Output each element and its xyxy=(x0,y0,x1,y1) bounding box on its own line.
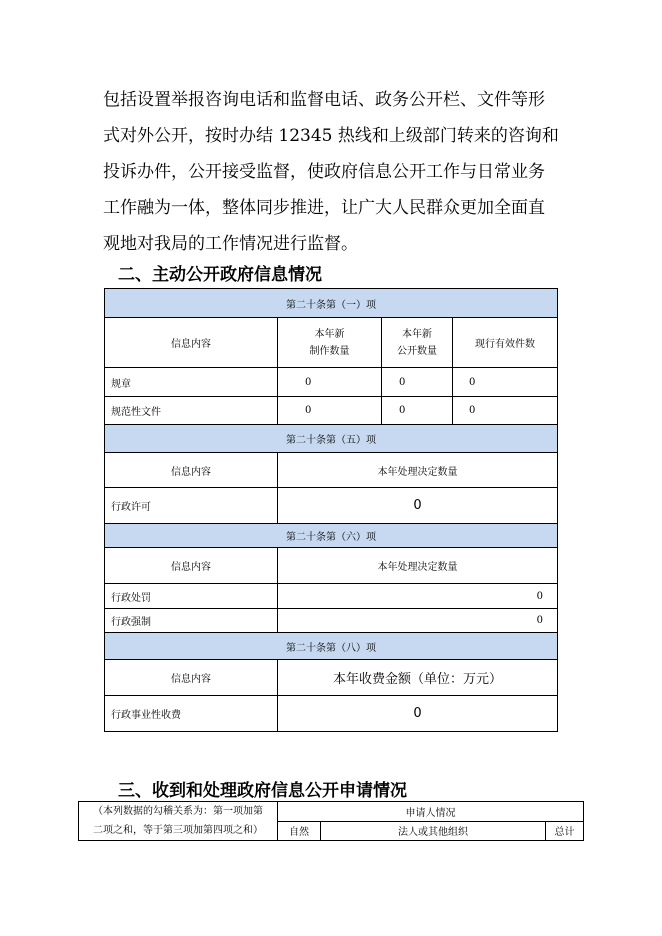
s6-col-content: 信息内容 xyxy=(105,548,278,584)
section2-heading: 二、主动公开政府信息情况 xyxy=(118,265,322,285)
row-name: 规范性文件 xyxy=(105,397,278,425)
row-value: 0 xyxy=(278,584,558,609)
s8-title: 第二十条第（八）项 xyxy=(105,633,558,660)
proactive-disclosure-table xyxy=(104,288,558,732)
s5-col-content: 信息内容 xyxy=(105,453,278,488)
row-name: 规章 xyxy=(105,368,278,397)
table-row xyxy=(105,397,558,425)
s5-title: 第二十条第（五）项 xyxy=(105,425,558,453)
note-cell: （本列数据的勾稽关系为：第一项加第 二项之和，等于第三项加第四项之和） xyxy=(79,802,278,841)
row-valid: 0 xyxy=(453,397,558,425)
s1-title: 第二十条第（一）项 xyxy=(105,289,558,318)
intro-paragraph xyxy=(103,82,559,262)
table-row xyxy=(105,609,558,633)
row-name: 行政事业性收费 xyxy=(105,696,278,732)
s6-title: 第二十条第（六）项 xyxy=(105,524,558,548)
s8-col-content: 信息内容 xyxy=(105,660,278,696)
table-row xyxy=(105,368,558,397)
row-value: 0 xyxy=(278,609,558,633)
intro-line: 包括设置举报咨询电话和监督电话、政务公开栏、文件等形 xyxy=(103,90,545,110)
row-made: 0 xyxy=(278,368,382,397)
intro-line: 投诉办件，公开接受监督，使政府信息公开工作与日常业务 xyxy=(103,162,545,182)
table-row xyxy=(105,696,558,732)
s6-col-value: 本年处理决定数量 xyxy=(278,548,558,584)
s1-col-new-made: 本年新 制作数量 xyxy=(278,318,382,368)
intro-line: 工作融为一体，整体同步推进，让广大人民群众更加全面直 xyxy=(103,198,545,218)
row-made: 0 xyxy=(278,397,382,425)
s8-col-value: 本年收费金额（单位：万元） xyxy=(278,660,558,696)
s1-col-content: 信息内容 xyxy=(105,318,278,368)
row-name: 行政处罚 xyxy=(105,584,278,609)
row-name: 行政强制 xyxy=(105,609,278,633)
intro-line: 式对外公开，按时办结 12345 热线和上级部门转来的咨询和 xyxy=(103,126,559,146)
row-pub: 0 xyxy=(382,368,453,397)
intro-line: 观地对我局的工作情况进行监督。 xyxy=(103,234,358,254)
s5-col-value: 本年处理决定数量 xyxy=(278,453,558,488)
row-pub: 0 xyxy=(382,397,453,425)
legal-header: 法人或其他组织 xyxy=(321,821,546,841)
natural-header: 自然 xyxy=(278,821,321,841)
row-name: 行政许可 xyxy=(105,488,278,524)
row-valid: 0 xyxy=(453,368,558,397)
s1-col-new-pub: 本年新 公开数量 xyxy=(382,318,453,368)
application-table xyxy=(78,801,584,841)
table-row xyxy=(105,488,558,524)
row-value: 0 xyxy=(278,488,558,524)
s1-col-valid: 现行有效件数 xyxy=(453,318,558,368)
table-row xyxy=(105,584,558,609)
section3-heading: 三、收到和处理政府信息公开申请情况 xyxy=(118,781,407,801)
total-header: 总计 xyxy=(546,821,584,841)
applicant-header: 申请人情况 xyxy=(278,802,584,822)
row-value: 0 xyxy=(278,696,558,732)
